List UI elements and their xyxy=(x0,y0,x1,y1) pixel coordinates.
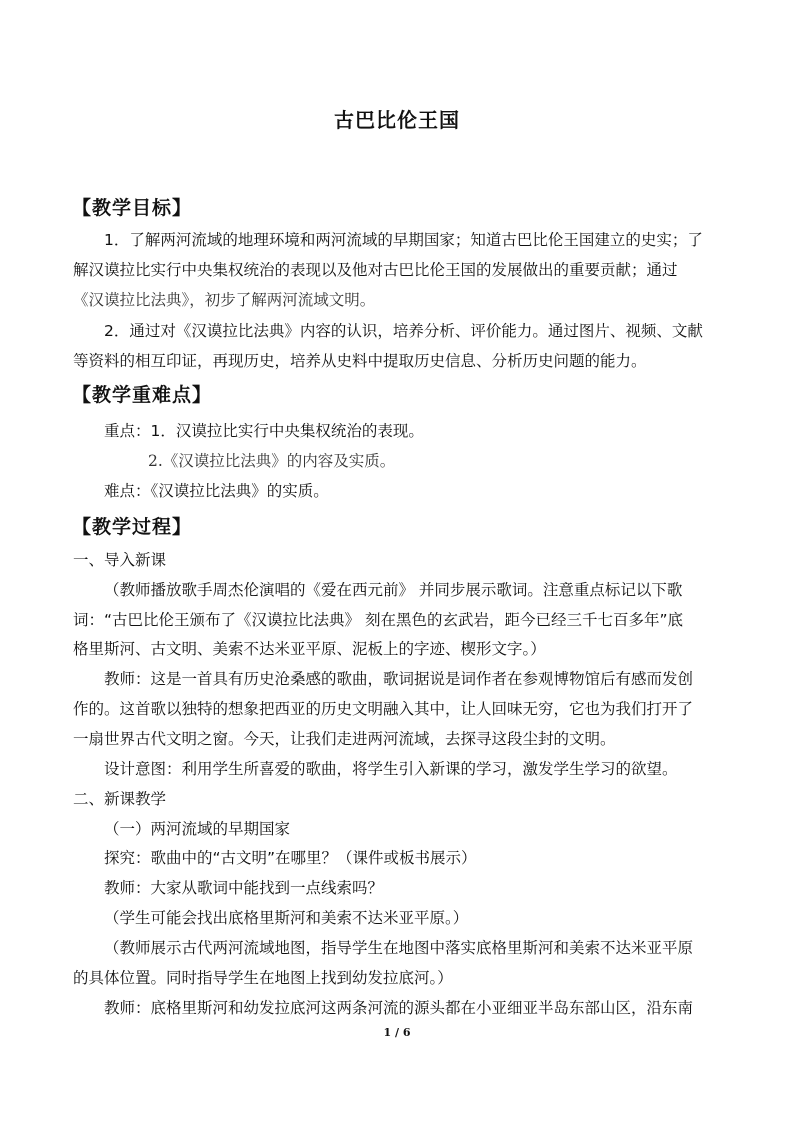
page-number: 1 / 6 xyxy=(383,1026,411,1039)
process-line: （教师展示古代两河流域地图，指导学生在地图中落实底格里斯河和美索不达米亚平原 xyxy=(104,939,694,957)
process-line: 一、导入新课 xyxy=(73,551,167,569)
goals-line: 1．了解两河流域的地理环境和两河流域的早期国家；知道古巴比伦王国建立的史实；了 xyxy=(104,231,703,249)
keypoints-line: 难点：《汉谟拉比法典》的实质。 xyxy=(104,482,329,500)
process-line: 的具体位置。同时指导学生在地图上找到幼发拉底河。） xyxy=(73,969,453,987)
process-line: 设计意图：利用学生所喜爱的歌曲，将学生引入新课的学习，激发学生学习的欲望。 xyxy=(104,760,678,778)
section-heading-process: 【教学过程】 xyxy=(72,516,193,538)
process-line: 格里斯河、古文明、美索不达米亚平原、泥板上的字迹、楔形文字。） xyxy=(73,640,546,658)
goals-line: 《汉谟拉比法典》，初步了解两河流域文明。 xyxy=(73,291,376,309)
process-line: 作的。这首歌以独特的想象把西亚的历史文明融入其中，让人回味无穷，它也为我们打开了 xyxy=(73,700,694,718)
process-line: （一）两河流域的早期国家 xyxy=(104,820,291,838)
process-line: 二、新课教学 xyxy=(73,790,167,808)
section-heading-keypoints: 【教学重难点】 xyxy=(72,384,213,406)
keypoints-line: 重点：1．汉谟拉比实行中央集权统治的表现。 xyxy=(104,422,424,440)
goals-line: 等资料的相互印证，再现历史，培养从史料中提取历史信息、分析历史问题的能力。 xyxy=(73,352,647,370)
goals-line: 解汉谟拉比实行中央集权统治的表现以及他对古巴比伦王国的发展做出的重要贡献；通过 xyxy=(73,261,678,279)
document-title: 古巴比伦王国 xyxy=(334,108,460,132)
process-line: （教师播放歌手周杰伦演唱的《爱在西元前》 并同步展示歌词。注意重点标记以下歌 xyxy=(104,581,683,599)
goals-line: 2．通过对《汉谟拉比法典》内容的认识，培养分析、评价能力。通过图片、视频、文献 xyxy=(104,322,703,340)
process-line: （学生可能会找出底格里斯河和美索不达米亚平原。） xyxy=(104,909,469,927)
section-heading-goals: 【教学目标】 xyxy=(72,197,193,219)
process-line: 探究：歌曲中的“古文明”在哪里？（课件或板书展示） xyxy=(104,849,477,867)
process-line: 教师：大家从歌词中能找到一点线索吗？ xyxy=(104,879,384,897)
keypoints-line: 2.《汉谟拉比法典》的内容及实质。 xyxy=(148,452,396,470)
process-line: 教师：底格里斯河和幼发拉底河这两条河流的源头都在小亚细亚半岛东部山区，沿东南 xyxy=(104,999,694,1017)
process-line: 教师：这是一首具有历史沧桑感的歌曲，歌词据说是词作者在参观博物馆后有感而发创 xyxy=(104,670,694,688)
process-line: 一扇世界古代文明之窗。今天，让我们走进两河流域，去探寻这段尘封的文明。 xyxy=(73,730,616,748)
process-line: 词：“古巴比伦王颁布了《汉谟拉比法典》 刻在黑色的玄武岩，距今已经三千七百多年”底 xyxy=(73,611,683,629)
